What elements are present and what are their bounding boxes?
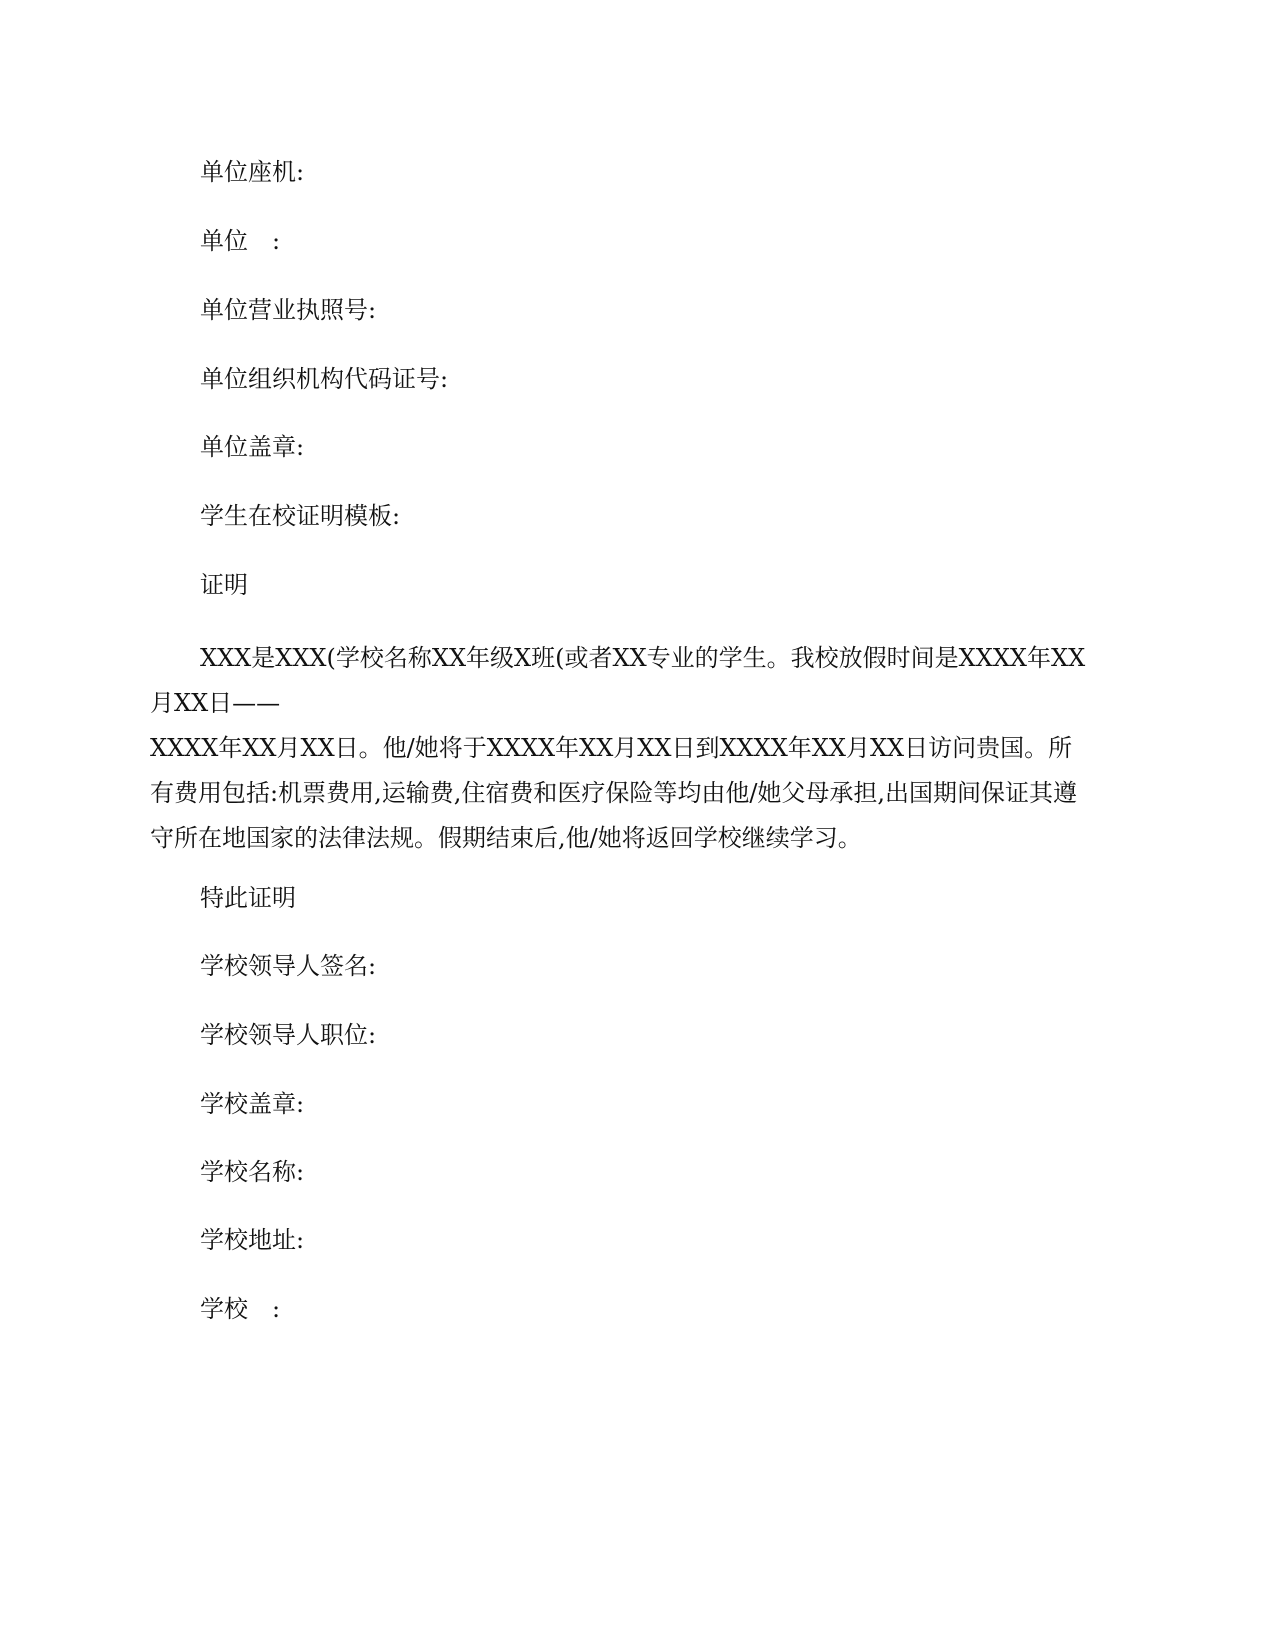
company-seal-label: 单位盖章: <box>200 433 305 461</box>
company-license-label: 单位营业执照号: <box>200 296 377 324</box>
template-heading: 学生在校证明模板: <box>200 502 401 530</box>
certificate-title: 证明 <box>200 571 248 599</box>
school-leader-signature-label: 学校领导人签名: <box>200 952 377 980</box>
body-line: 守所在地国家的法律法规。假期结束后,他/她将返回学校继续学习。 <box>150 824 862 852</box>
body-line: XXXX年XX月XX日。他/她将于XXXX年XX月XX日到XXXX年XX月XX日访问贵国。所 <box>150 734 1073 762</box>
body-line: XXX是XXX(学校名称XX年级X班(或者XX专业的学生。我校放假时间是XXXX年XX <box>200 644 1086 672</box>
body-line: 有费用包括:机票费用,运输费,住宿费和医疗保险等均由他/她父母承担,出国期间保证其遵 <box>150 779 1078 807</box>
school-name-label: 学校名称: <box>200 1158 305 1186</box>
certificate-body <box>150 636 1125 861</box>
school-seal-label: 学校盖章: <box>200 1090 305 1118</box>
company-phone-label: 单位座机: <box>200 158 305 186</box>
company-unit-label: 单位 : <box>200 227 281 255</box>
company-org-code-label: 单位组织机构代码证号: <box>200 365 449 393</box>
body-line: 月XX日—— <box>150 689 281 717</box>
closing-text: 特此证明 <box>200 884 296 912</box>
school-label: 学校 : <box>200 1295 281 1323</box>
school-address-label: 学校地址: <box>200 1226 305 1254</box>
school-leader-position-label: 学校领导人职位: <box>200 1021 377 1049</box>
